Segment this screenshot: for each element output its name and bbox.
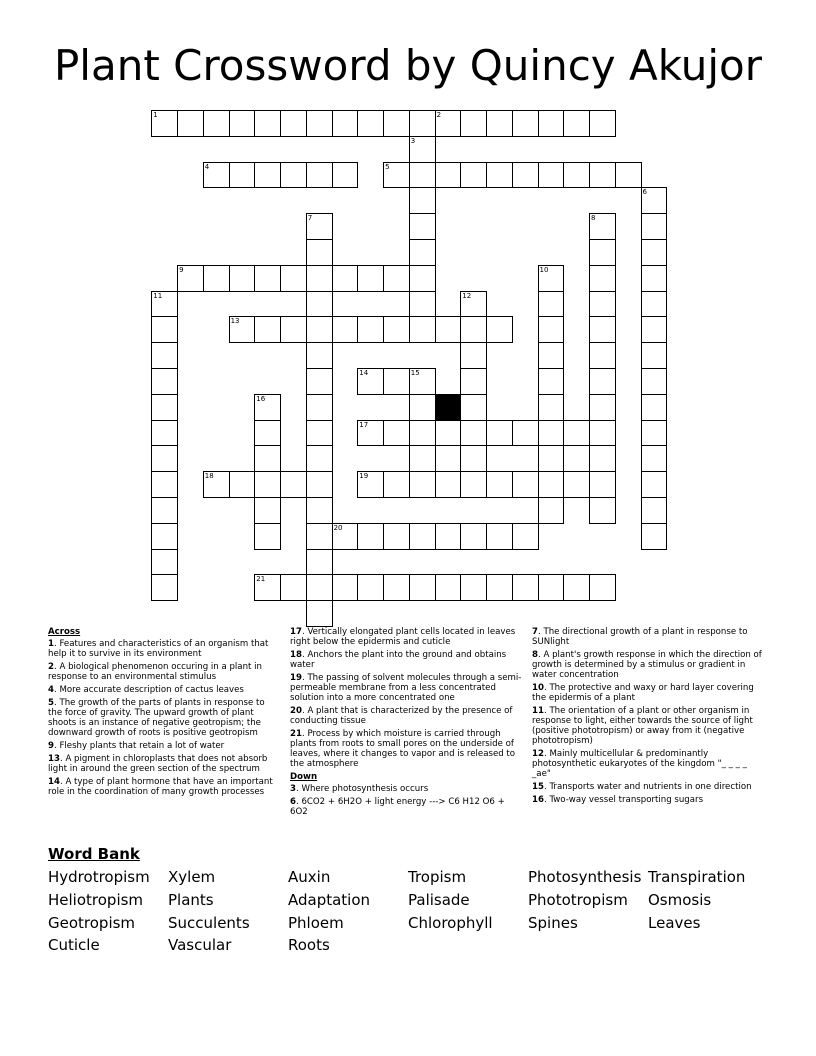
clue-number: 8: [591, 214, 596, 223]
grid-cell[interactable]: [589, 445, 616, 472]
grid-cell[interactable]: [151, 523, 178, 550]
grid-cell[interactable]: [589, 110, 616, 137]
grid-cell[interactable]: [306, 265, 333, 292]
grid-cell[interactable]: [306, 549, 333, 576]
clue-across-19: 19. The passing of solvent molecules through a semi-permeable membrane from a less concentrated solution into a more concentrated one: [290, 673, 522, 703]
grid-cell[interactable]: [512, 471, 539, 498]
clue-number: 17: [290, 627, 302, 637]
grid-cell[interactable]: [538, 110, 565, 137]
grid-cell[interactable]: [538, 162, 565, 189]
clue-text: Fleshy plants that retain a lot of water: [59, 741, 225, 751]
grid-cell[interactable]: [460, 445, 487, 472]
grid-cell[interactable]: [357, 110, 384, 137]
grid-cell[interactable]: [538, 316, 565, 343]
grid-cell[interactable]: [460, 316, 487, 343]
word-bank-item: Leaves: [648, 914, 701, 932]
clue-number: 1: [153, 111, 158, 119]
clue-across-2: 2. A biological phenomenon occuring in a plant in response to an environmental stimulus: [48, 662, 262, 682]
grid-cell[interactable]: [589, 342, 616, 369]
grid-cell[interactable]: [409, 136, 436, 163]
grid-cell[interactable]: [306, 239, 333, 266]
clue-number: 10: [532, 683, 544, 693]
grid-cell[interactable]: [460, 110, 487, 137]
clue-text: 6CO2 + 6H2O + light energy ---> C6 H12 O6 + 6O2: [290, 797, 505, 817]
grid-cell[interactable]: [589, 316, 616, 343]
grid-cell[interactable]: [254, 445, 281, 472]
clue-number: 11: [532, 706, 544, 716]
grid-cell[interactable]: [254, 394, 281, 421]
grid-cell[interactable]: [460, 162, 487, 189]
grid-cell[interactable]: [383, 110, 410, 137]
grid-cell[interactable]: [589, 471, 616, 498]
grid-cell[interactable]: [486, 420, 513, 447]
clue-number: 7: [532, 627, 538, 637]
word-bank-item: Spines: [528, 914, 578, 932]
grid-cell[interactable]: [460, 574, 487, 601]
across-heading: Across: [48, 627, 81, 637]
grid-cell[interactable]: [357, 368, 384, 395]
clue-number: 14: [48, 777, 60, 787]
clue-text: The orientation of a plant or other organism in response to light, either towards the source of light (positive phototropism) or away from it (negative phototropism): [532, 706, 753, 746]
clue-number: 19: [359, 472, 369, 481]
clue-down-6: 6. 6CO2 + 6H2O + light energy ---> C6 H12 O6 + 6O2: [290, 797, 505, 817]
grid-cell[interactable]: [383, 368, 410, 395]
grid-cell[interactable]: [641, 291, 668, 318]
grid-cell[interactable]: [280, 265, 307, 292]
grid-cell[interactable]: [641, 445, 668, 472]
word-bank-item: Phloem: [288, 914, 344, 932]
grid-cell[interactable]: [460, 523, 487, 550]
page-title: Plant Crossword by Quincy Akujor: [53, 41, 763, 90]
clue-text: Two-way vessel transporting sugars: [549, 795, 704, 805]
grid-cell[interactable]: [563, 574, 590, 601]
clue-text: Anchors the plant into the ground and obtains water: [290, 650, 507, 670]
grid-cell[interactable]: [151, 445, 178, 472]
grid-cell[interactable]: [538, 471, 565, 498]
clue-down-7: 7. The directional growth of a plant in response to SUNlight: [532, 627, 748, 647]
grid-cell[interactable]: [460, 420, 487, 447]
grid-cell[interactable]: [177, 110, 204, 137]
grid-cell[interactable]: [538, 445, 565, 472]
clue-text: Mainly multicellular & predominantly photosynthetic eukaryotes of the kingdom "_ _ _ _ _ae": [532, 749, 747, 779]
clue-number: 11: [153, 291, 163, 300]
clue-text: Vertically elongated plant cells located in leaves right below the epidermis and cuticle: [290, 627, 516, 647]
grid-cell[interactable]: [229, 162, 256, 189]
grid-cell[interactable]: [151, 471, 178, 498]
grid-cell[interactable]: [306, 445, 333, 472]
clue-text: Transports water and nutrients in one direction: [549, 782, 752, 792]
grid-cell[interactable]: [306, 394, 333, 421]
grid-cell[interactable]: [306, 368, 333, 395]
word-bank-item: Auxin: [288, 868, 331, 886]
grid-cell[interactable]: [203, 471, 230, 498]
clue-number: 21: [290, 729, 302, 739]
clue-text: A plant's growth response in which the direction of growth is determined by a stimulus or gradient in water concentration: [532, 650, 762, 680]
grid-cell[interactable]: [589, 239, 616, 266]
grid-cell[interactable]: [538, 342, 565, 369]
grid-cell[interactable]: [332, 316, 359, 343]
grid-cell[interactable]: [512, 162, 539, 189]
grid-cell[interactable]: [306, 342, 333, 369]
grid-cell[interactable]: [332, 574, 359, 601]
grid-cell[interactable]: [229, 471, 256, 498]
word-bank-item: Transpiration: [648, 868, 746, 886]
grid-cell[interactable]: [306, 110, 333, 137]
word-bank-item: Photosynthesis: [528, 868, 642, 886]
grid-cell[interactable]: [435, 110, 462, 137]
clue-text: A plant that is characterized by the presence of conducting tissue: [290, 706, 513, 726]
grid-cell[interactable]: [254, 316, 281, 343]
grid-cell[interactable]: [409, 471, 436, 498]
grid-cell[interactable]: [409, 523, 436, 550]
grid-cell[interactable]: [641, 316, 668, 343]
clue-text: Features and characteristics of an organism that help it to survive in its environment: [48, 639, 269, 659]
grid-cell[interactable]: [435, 523, 462, 550]
clue-text: The protective and waxy or hard layer covering the epidermis of a plant: [532, 683, 754, 703]
grid-cell[interactable]: [254, 471, 281, 498]
grid-cell[interactable]: [409, 110, 436, 137]
clue-text: The passing of solvent molecules through a semi-permeable membrane from a less concentrated solution into a more concentrated one: [290, 673, 522, 703]
grid-cell[interactable]: [306, 162, 333, 189]
word-bank-item: Palisade: [408, 891, 470, 909]
clue-number: 13: [230, 317, 240, 326]
clue-text: The directional growth of a plant in response to SUNlight: [532, 627, 748, 647]
clue-number: 18: [290, 650, 302, 660]
clue-text: Process by which moisture is carried through plants from roots to small pores on the underside of leaves, where it changes to vapor and is released to the atmosphere: [290, 729, 516, 769]
clue-number: 16: [532, 795, 544, 805]
grid-cell[interactable]: [332, 162, 359, 189]
grid-cell[interactable]: [151, 394, 178, 421]
grid-cell[interactable]: [151, 549, 178, 576]
clue-down-12: 12. Mainly multicellular & predominantly photosynthetic eukaryotes of the kingdom "_ _ _ _ _ae": [532, 749, 747, 779]
grid-cell[interactable]: [280, 471, 307, 498]
clue-number: 13: [48, 754, 60, 764]
grid-cell[interactable]: [589, 574, 616, 601]
grid-cell[interactable]: [641, 368, 668, 395]
grid-cell[interactable]: [563, 110, 590, 137]
grid-cell[interactable]: [538, 394, 565, 421]
grid-cell[interactable]: [538, 291, 565, 318]
grid-cell[interactable]: [409, 316, 436, 343]
grid-cell[interactable]: [306, 316, 333, 343]
word-bank-item: Osmosis: [648, 891, 712, 909]
grid-cell[interactable]: [306, 291, 333, 318]
grid-cell[interactable]: [512, 574, 539, 601]
grid-cell[interactable]: [460, 394, 487, 421]
grid-cell[interactable]: [615, 162, 642, 189]
word-bank-item: Tropism: [408, 868, 467, 886]
word-bank-item: Roots: [288, 936, 330, 954]
down-heading: Down: [290, 772, 318, 782]
grid-cell[interactable]: [177, 265, 204, 292]
grid-cell[interactable]: [254, 523, 281, 550]
grid-cell[interactable]: [306, 420, 333, 447]
clue-across-17: 17. Vertically elongated plant cells located in leaves right below the epidermis and cuticle: [290, 627, 516, 647]
clue-number: 9: [48, 741, 54, 751]
grid-cell[interactable]: [641, 420, 668, 447]
grid-cell[interactable]: [486, 110, 513, 137]
grid-cell[interactable]: [203, 162, 230, 189]
grid-cell[interactable]: [486, 471, 513, 498]
grid-cell[interactable]: [409, 187, 436, 214]
grid-cell[interactable]: [589, 213, 616, 240]
grid-cell[interactable]: [254, 110, 281, 137]
clue-number: 7: [307, 214, 313, 223]
clue-down-3: 3. Where photosynthesis occurs: [290, 784, 429, 794]
grid-cell[interactable]: [409, 291, 436, 318]
clue-number: 16: [256, 394, 266, 403]
clue-number: 9: [179, 265, 184, 274]
grid-cell[interactable]: [151, 342, 178, 369]
grid-cell[interactable]: [254, 420, 281, 447]
grid-cell[interactable]: [409, 574, 436, 601]
grid-cell[interactable]: [460, 291, 487, 318]
grid-cell[interactable]: [151, 316, 178, 343]
grid-cell[interactable]: [589, 265, 616, 292]
word-bank-title: Word Bank: [48, 845, 140, 863]
clue-number: 2: [436, 111, 442, 119]
grid-cell[interactable]: [151, 497, 178, 524]
clue-text: A pigment in chloroplasts that does not absorb light in around the green section of the spectrum: [48, 754, 268, 774]
grid-cell[interactable]: [486, 316, 513, 343]
grid-cell[interactable]: [383, 420, 410, 447]
clues-column-1: [48, 627, 280, 800]
word-bank-item: Succulents: [168, 914, 250, 932]
grid-cell[interactable]: [435, 420, 462, 447]
grid-cell[interactable]: [538, 497, 565, 524]
grid-cell[interactable]: [563, 162, 590, 189]
clue-number: 2: [48, 662, 54, 672]
grid-cell[interactable]: [538, 265, 565, 292]
clue-across-14: 14. A type of plant hormone that have an important role in the coordination of many growth processes: [48, 777, 273, 797]
clue-number: 8: [532, 650, 538, 660]
grid-cell[interactable]: [486, 574, 513, 601]
clue-number: 19: [290, 673, 302, 683]
grid-cell[interactable]: [151, 110, 178, 137]
clue-text: Where photosynthesis occurs: [301, 784, 429, 794]
clue-number: 15: [410, 369, 420, 377]
clue-number: 17: [359, 420, 369, 429]
grid-cell[interactable]: [151, 420, 178, 447]
clue-across-4: 4. More accurate description of cactus leaves: [48, 685, 244, 695]
clues-column-2: [290, 627, 522, 820]
grid-cell[interactable]: [460, 471, 487, 498]
clue-number: 10: [539, 265, 549, 274]
clue-number: 3: [290, 784, 296, 794]
grid-cell[interactable]: [641, 265, 668, 292]
grid-cell[interactable]: [641, 342, 668, 369]
clue-text: More accurate description of cactus leaves: [59, 685, 244, 695]
grid-cell[interactable]: [332, 265, 359, 292]
word-bank-item: Chlorophyll: [408, 914, 493, 932]
clue-down-11: 11. The orientation of a plant or other organism in response to light, either towards the source of light (positive phototropism) or away from it (negative phototropism): [532, 706, 753, 746]
grid-cell[interactable]: [589, 420, 616, 447]
grid-cell[interactable]: [538, 574, 565, 601]
clue-number: 15: [532, 782, 544, 792]
grid-cell[interactable]: [641, 471, 668, 498]
grid-cell[interactable]: [280, 316, 307, 343]
grid-cell[interactable]: [383, 162, 410, 189]
word-bank-item: Heliotropism: [48, 891, 144, 909]
grid-cell[interactable]: [229, 316, 256, 343]
grid-cell[interactable]: [254, 574, 281, 601]
grid-cell[interactable]: [332, 523, 359, 550]
grid-cell[interactable]: [409, 265, 436, 292]
clue-across-1: 1. Features and characteristics of an organism that help it to survive in its environment: [48, 639, 269, 659]
word-bank-item: Xylem: [168, 868, 216, 886]
word-bank-item: Plants: [168, 891, 214, 909]
clue-number: 1: [48, 639, 54, 649]
grid-cell[interactable]: [563, 471, 590, 498]
clue-down-15: 15. Transports water and nutrients in one direction: [532, 782, 752, 792]
grid-cell[interactable]: [435, 316, 462, 343]
grid-cell[interactable]: [383, 574, 410, 601]
grid-cell[interactable]: [538, 420, 565, 447]
grid-cell[interactable]: [409, 213, 436, 240]
grid-cell[interactable]: [280, 110, 307, 137]
grid-cell[interactable]: [538, 368, 565, 395]
grid-cell[interactable]: [589, 368, 616, 395]
clue-number: 20: [290, 706, 302, 716]
grid-cell[interactable]: [383, 523, 410, 550]
word-bank-item: Cuticle: [48, 936, 100, 954]
grid-cell[interactable]: [357, 574, 384, 601]
grid-cell[interactable]: [641, 523, 668, 550]
grid-cell[interactable]: [203, 110, 230, 137]
grid-cell[interactable]: [563, 420, 590, 447]
clue-number: 4: [48, 685, 54, 695]
grid-cell[interactable]: [151, 291, 178, 318]
grid-cell[interactable]: [409, 394, 436, 421]
grid-cell[interactable]: [383, 316, 410, 343]
grid-cell[interactable]: [641, 213, 668, 240]
grid-cell[interactable]: [383, 471, 410, 498]
grid-cell[interactable]: [589, 497, 616, 524]
clue-down-8: 8. A plant's growth response in which the direction of growth is determined by a stimulus or gradient in water concentration: [532, 650, 762, 680]
grid-cell[interactable]: [486, 162, 513, 189]
clue-number: 18: [204, 472, 214, 481]
grid-cell[interactable]: [486, 523, 513, 550]
grid-cell[interactable]: [512, 110, 539, 137]
clue-text: A type of plant hormone that have an important role in the coordination of many growth processes: [48, 777, 273, 797]
clue-number: 3: [410, 136, 416, 145]
grid-cell[interactable]: [460, 368, 487, 395]
grid-cell[interactable]: [409, 162, 436, 189]
grid-cell[interactable]: [357, 523, 384, 550]
grid-cell[interactable]: [306, 213, 333, 240]
clue-across-21: 21. Process by which moisture is carried through plants from roots to small pores on the underside of leaves, where it changes to vapor and is released to the atmosphere: [290, 729, 516, 769]
black-cell: [435, 394, 462, 421]
clue-number: 21: [256, 575, 266, 584]
grid-cell[interactable]: [332, 110, 359, 137]
grid-cell[interactable]: [409, 445, 436, 472]
word-bank-item: Hydrotropism: [48, 868, 150, 886]
word-bank-item: Adaptation: [288, 891, 371, 909]
grid-cell[interactable]: [589, 291, 616, 318]
clue-number: 6: [642, 188, 647, 197]
grid-cell[interactable]: [306, 600, 333, 627]
grid-cell[interactable]: [641, 187, 668, 214]
grid-cell[interactable]: [357, 265, 384, 292]
grid-cell[interactable]: [409, 420, 436, 447]
grid-cell[interactable]: [641, 239, 668, 266]
clue-number: 12: [532, 749, 544, 759]
grid-cell[interactable]: [357, 471, 384, 498]
grid-cell[interactable]: [641, 394, 668, 421]
grid-cell[interactable]: [512, 420, 539, 447]
clues-column-3: [532, 627, 766, 808]
grid-cell[interactable]: [229, 265, 256, 292]
grid-cell[interactable]: [306, 574, 333, 601]
grid-cell[interactable]: [357, 316, 384, 343]
grid-cell[interactable]: [280, 162, 307, 189]
clue-number: 6: [290, 797, 296, 807]
grid-cell[interactable]: [254, 162, 281, 189]
word-bank-item: Geotropism: [48, 914, 136, 932]
grid-cell[interactable]: [229, 110, 256, 137]
clue-number: 5: [385, 162, 390, 171]
clue-across-18: 18. Anchors the plant into the ground and obtains water: [290, 650, 507, 670]
grid-cell[interactable]: [641, 497, 668, 524]
grid-cell[interactable]: [435, 574, 462, 601]
clue-across-20: 20. A plant that is characterized by the presence of conducting tissue: [290, 706, 513, 726]
clue-number: 4: [204, 162, 210, 171]
clue-text: The growth of the parts of plants in response to the force of gravity. The upward growth of plant shoots is an instance of negative geotropism; the downward growth of roots is positive geotropism: [48, 698, 265, 738]
clue-text: A biological phenomenon occuring in a plant in response to an environmental stimulus: [48, 662, 262, 682]
grid-cell[interactable]: [435, 471, 462, 498]
grid-cell[interactable]: [306, 471, 333, 498]
grid-cell[interactable]: [409, 239, 436, 266]
clue-number: 12: [462, 291, 472, 300]
grid-cell[interactable]: [460, 342, 487, 369]
clue-down-16: 16. Two-way vessel transporting sugars: [532, 795, 704, 805]
grid-cell[interactable]: [306, 497, 333, 524]
grid-cell[interactable]: [151, 368, 178, 395]
clue-across-13: 13. A pigment in chloroplasts that does not absorb light in around the green section of the spectrum: [48, 754, 268, 774]
word-bank-item: Vascular: [168, 936, 232, 954]
grid-cell[interactable]: [589, 162, 616, 189]
grid-cell[interactable]: [589, 394, 616, 421]
grid-cell[interactable]: [254, 265, 281, 292]
grid-cell[interactable]: [383, 265, 410, 292]
clue-number: 20: [333, 523, 343, 532]
grid-cell[interactable]: [435, 162, 462, 189]
grid-cell[interactable]: [306, 523, 333, 550]
clue-across-9: 9. Fleshy plants that retain a lot of water: [48, 741, 225, 751]
clue-number: 14: [359, 369, 369, 377]
grid-cell[interactable]: [254, 497, 281, 524]
grid-cell[interactable]: [357, 420, 384, 447]
grid-cell[interactable]: [409, 368, 436, 395]
word-bank-item: Phototropism: [528, 891, 628, 909]
grid-cell[interactable]: [203, 265, 230, 292]
grid-cell[interactable]: [151, 574, 178, 601]
clue-down-10: 10. The protective and waxy or hard layer covering the epidermis of a plant: [532, 683, 754, 703]
clue-across-5: 5. The growth of the parts of plants in response to the force of gravity. The upward growth of plant shoots is an instance of negative geotropism; the downward growth of roots is positive geotropism: [48, 698, 265, 738]
grid-cell[interactable]: [512, 523, 539, 550]
clue-number: 5: [48, 698, 54, 708]
grid-cell[interactable]: [280, 574, 307, 601]
